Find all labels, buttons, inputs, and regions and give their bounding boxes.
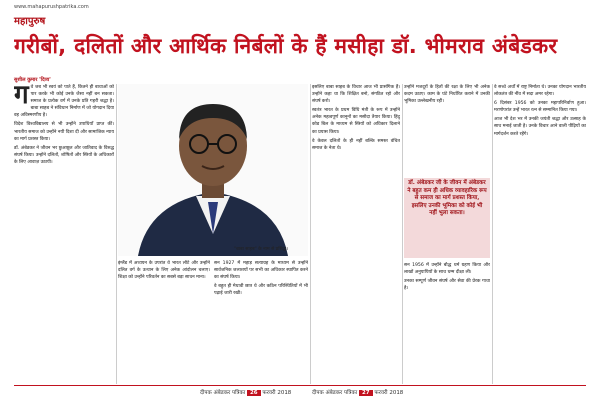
column-divider <box>116 84 117 384</box>
paragraph: उनका सम्पूर्ण जीवन संघर्ष और सेवा की प्रेरक गाथा है। <box>404 279 490 292</box>
article-column-5b <box>404 262 490 384</box>
column-divider <box>310 84 311 384</box>
article-column-1 <box>14 84 114 384</box>
article-column-5 <box>404 84 490 172</box>
portrait-illustration <box>118 84 308 256</box>
page-number: 26 <box>247 390 261 396</box>
paragraph: इंग्लैंड में अध्ययन के उपरांत वे भारत लौटे और उन्होंने दलित वर्ग के उत्थान के लिए अनेक आंदोलन चलाए। शिक्षा को उन्होंने परिवर्तन का सबसे बड़ा साधन माना। <box>118 261 210 281</box>
paragraph: सन 1956 में उन्होंने बौद्ध धर्म ग्रहण किया और लाखों अनुयायियों के साथ धम्म दीक्षा ली। <box>404 263 490 276</box>
paragraph: वे जब भी स्वयं को पाते हैं, कितने ही बाधाओं को पार करके भी कोई उनके जैसा नहीं बन सकता। समाज के प्रत्येक वर्ग में उनके प्रति गहरी श्रद्धा है। बाबा साहब ने संविधान निर्माण में जो योगदान दिया वह अविस्मरणीय है। <box>14 85 114 119</box>
section-label: महापुरुष <box>14 16 46 27</box>
paragraph: डॉ. अंबेडकर ने जीवन भर छुआछूत और जातिवाद के विरुद्ध संघर्ष किया। उन्होंने दलितों, शोषितों और स्त्रियों के अधिकारों के लिए आवाज़ उठायी। <box>14 145 114 165</box>
footer-publication: दीपक अंबेडकर पत्रिका <box>312 390 358 396</box>
paragraph: 6 दिसंबर 1956 को उनका महापरिनिर्वाण हुआ। मरणोपरांत उन्हें भारत रत्न से सम्मानित किया गया। <box>494 101 586 114</box>
paragraph: वे सच्चे अर्थों में राष्ट्र निर्माता थे। उनका योगदान भारतीय लोकतंत्र की नींव में सदा अमर रहेगा। <box>494 85 586 98</box>
article-column-4 <box>312 84 400 384</box>
paragraph: आज भी देश भर में उनकी जयंती श्रद्धा और उत्साह के साथ मनाई जाती है। उनके विचार आने वाली पीढ़ियों का मार्गदर्शन करते रहेंगे। <box>494 117 586 137</box>
headline: गरीबों, दलितों और आर्थिक निर्बलों के हैं मसीहा डॉ. भीमराव अंबेडकर <box>14 34 558 58</box>
footer-publication: दीपक अंबेडकर पत्रिका <box>200 390 246 396</box>
pull-quote: डॉ. अंबेडकर जी के जीवन में अंबेडकर ने बहुत कम ही अधिक व्यावहारिक रूप से समाज का मार्ग प्रशस्त किया, इसलिए उनकी भूमिका को कोई भी नहीं भुला सकता। <box>404 178 490 258</box>
column-divider <box>402 84 403 384</box>
footer-rule <box>14 385 586 386</box>
footer-date: फरवरी 2018 <box>262 390 292 396</box>
paragraph: उन्होंने मजदूरों के हितों की रक्षा के लिए भी अनेक कदम उठाए। काम के घंटे निर्धारित कराने में उनकी भूमिका उल्लेखनीय रही। <box>404 85 490 105</box>
page-number: 27 <box>359 390 373 396</box>
article-column-6 <box>494 84 586 384</box>
paragraph: विदेश विश्वविद्यालय से भी उन्होंने उपाधियाँ प्राप्त कीं। भारतीय समाज को उन्होंने नयी दिशा दी और सामाजिक न्याय का मार्ग प्रशस्त किया। <box>14 122 114 142</box>
site-url[interactable]: www.mahapurushpatrika.com <box>14 4 89 10</box>
paragraph: इसलिए बाबा साहब के विचार आज भी प्रासंगिक हैं। उन्होंने कहा था कि शिक्षित बनो, संगठित रहो और संघर्ष करो। <box>312 85 400 105</box>
footer-left <box>200 388 291 396</box>
portrait-caption: "बाबा साहब" के नाम से प्रसिद्ध। <box>234 247 288 252</box>
ambedkar-portrait <box>118 84 308 256</box>
paragraph: सन 1927 में महाड़ सत्याग्रह के माध्यम से उन्होंने सार्वजनिक जलाशयों पर सभी का अधिकार स्थापित करने का संघर्ष किया। <box>214 261 308 281</box>
paragraph: वे बहुत ही मेधावी छात्र थे और कठिन परिस्थितियों में भी पढ़ाई जारी रखी। <box>214 284 308 297</box>
dropcap: ग <box>14 84 29 110</box>
article-column-3 <box>214 260 308 384</box>
paragraph: वे केवल दलितों के ही नहीं बल्कि समस्त वंचित समाज के नेता थे। <box>312 138 400 151</box>
column-divider <box>492 84 493 384</box>
footer-date: फरवरी 2018 <box>374 390 404 396</box>
paragraph: स्वतंत्र भारत के प्रथम विधि मंत्री के रूप में उन्होंने अनेक महत्वपूर्ण कानूनों का मसौदा तैयार किया। हिंदू कोड बिल के माध्यम से स्त्रियों को अधिकार दिलाने का प्रयास किया। <box>312 108 400 135</box>
article-column-2 <box>118 260 210 384</box>
byline: सुशील कुमार 'दिव्य' <box>14 77 51 83</box>
footer-right <box>312 388 403 396</box>
